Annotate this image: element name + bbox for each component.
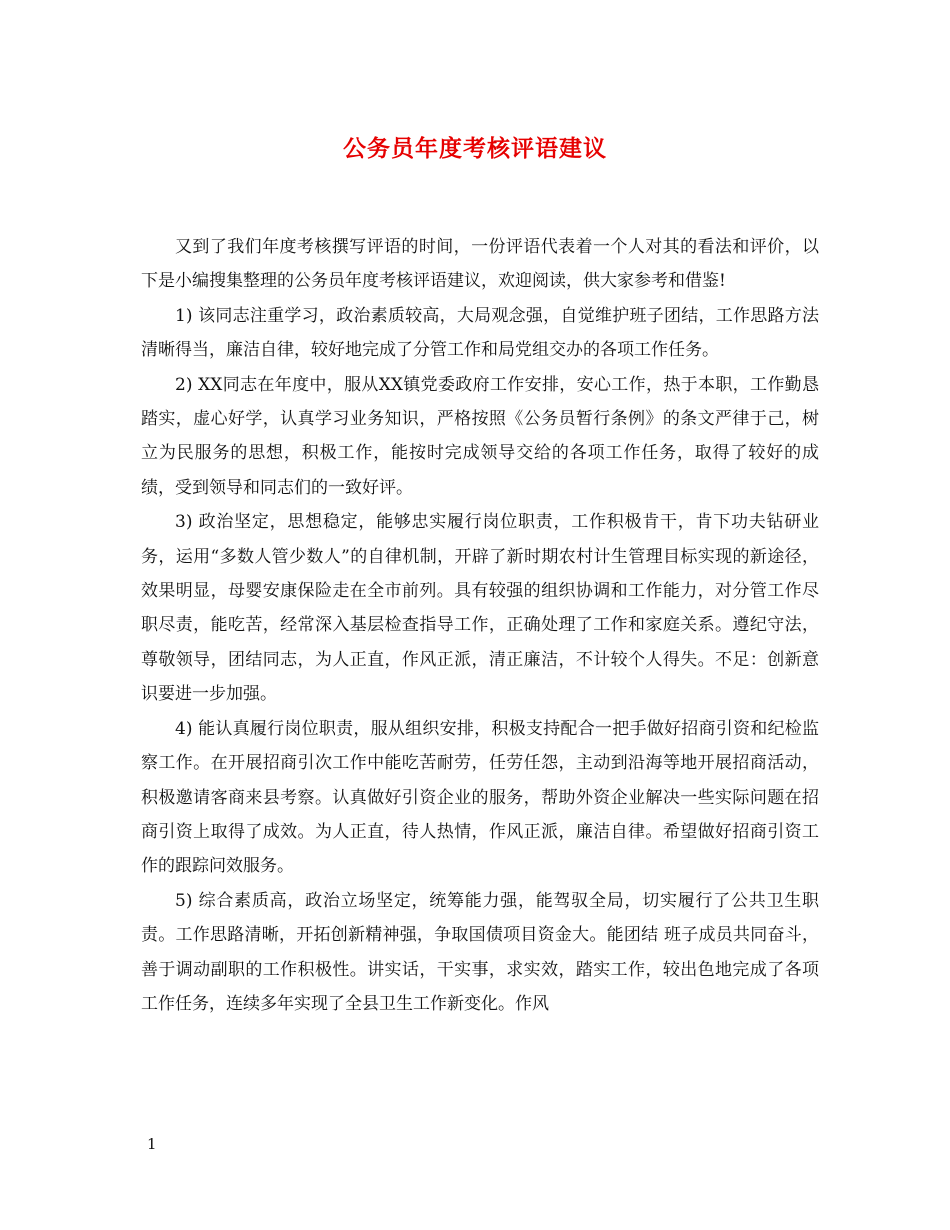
intro-paragraph: 又到了我们年度考核撰写评语的时间，一份评语代表着一个人对其的看法和评价，以下是小编搜集整理的公务员年度考核评语建议，欢迎阅读，供大家参考和借鉴!: [141, 237, 819, 292]
comment-paragraph-3: 3) 政治坚定，思想稳定，能够忠实履行岗位职责，工作积极肯干，肯下功夫钻研业务，运用“多数人管少数人”的自律机制，开辟了新时期农村计生管理目标实现的新途径，效果明显，母婴安康保险走在全市前列。具有较强的组织协调和工作能力，对分管工作尽职尽责，能吃苦，经常深入基层检查指导工作，正确处理了工作和家庭关系。遵纪守法，尊敬领导，团结同志，为人正直，作风正派，清正廉洁，不计较个人得失。不足：创新意识要进一步加强。: [141, 512, 819, 705]
page-number: 1: [147, 1135, 157, 1153]
comment-paragraph-4: 4) 能认真履行岗位职责，服从组织安排，积极支持配合一把手做好招商引资和纪检监察工作。在开展招商引次工作中能吃苦耐劳，任劳任怨，主动到沿海等地开展招商活动，积极邀请客商来县考察。认真做好引资企业的服务，帮助外资企业解决一些实际问题在招商引资上取得了成效。为人正直，待人热情，作风正派，廉洁自律。希望做好招商引资工作的跟踪问效服务。: [141, 718, 819, 877]
comment-paragraph-2: 2) XX同志在年度中，服从XX镇党委政府工作安排，安心工作，热于本职，工作勤恳踏实，虚心好学，认真学习业务知识，严格按照《公务员暂行条例》的条文严律于己，树立为民服务的思想，积极工作，能按时完成领导交给的各项工作任务，取得了较好的成绩，受到领导和同志们的一致好评。: [141, 374, 819, 498]
document-title: 公务员年度考核评语建议: [343, 135, 607, 162]
comment-paragraph-5: 5) 综合素质高，政治立场坚定，统筹能力强，能驾驭全局，切实履行了公共卫生职责。工作思路清晰，开拓创新精神强，争取国债项目资金大。能团结 班子成员共同奋斗，善于调动副职的工作积极性。讲实话，干实事，求实效，踏实工作，较出色地完成了各项工作任务，连续多年实现了全县卫生工作新变化。作风: [141, 890, 819, 1014]
comment-paragraph-1: 1) 该同志注重学习，政治素质较高，大局观念强，自觉维护班子团结，工作思路方法清晰得当，廉洁自律，较好地完成了分管工作和局党组交办的各项工作任务。: [141, 305, 819, 361]
document-body: [141, 230, 819, 1021]
